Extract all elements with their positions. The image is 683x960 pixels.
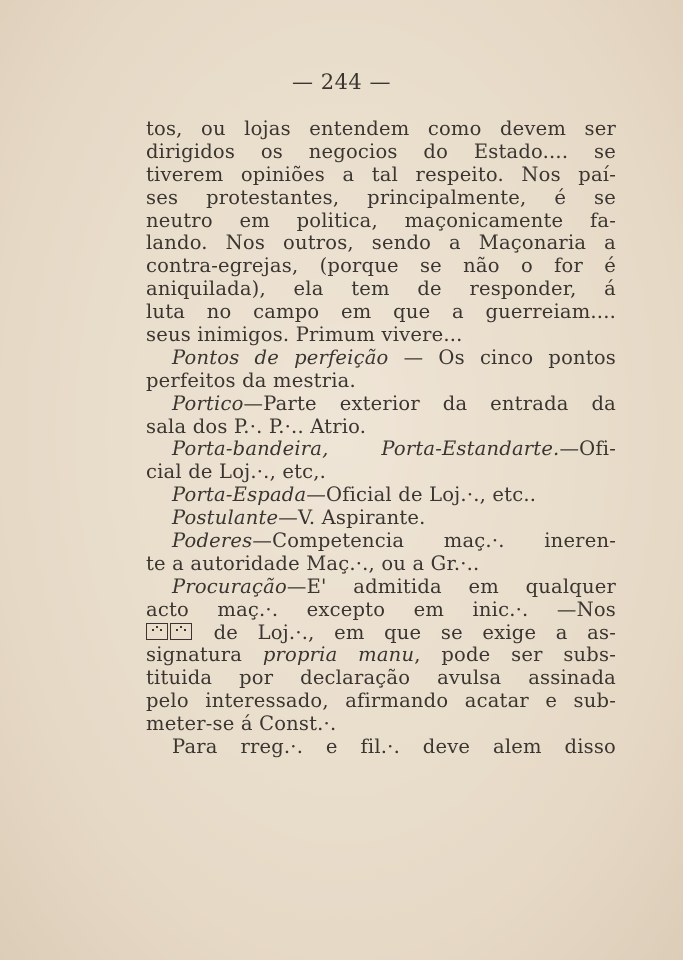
text-line: te a autoridade Maç.·., ou a Gr.·.. — [146, 551, 480, 575]
text-line: tiverem opiniões a tal respeito. Nos paí- — [146, 162, 616, 186]
text-line: perfeitos da mestria. — [146, 368, 356, 392]
text-line: aniquilada), ela tem de responder, á — [146, 277, 616, 301]
entry-line: Porta-bandeira, Porta-Estandarte.—Ofi- — [172, 437, 616, 461]
entry-term: Procuração — [172, 574, 287, 598]
text-line: lando. Nos outros, sendo a Maçonaria a — [146, 231, 616, 255]
text-line: signatura propria manu, pode ser subs- — [146, 643, 616, 667]
text-line: pelo interessado, afirmando acatar e sub- — [146, 689, 616, 713]
text-line: contra-egrejas, (porque se não o for é — [146, 254, 616, 278]
lodge-symbol-icon — [146, 623, 168, 640]
entry-term: Pontos de perfeição — [172, 345, 389, 369]
entry-term: Porta-bandeira, Porta-Estandarte. — [172, 437, 560, 461]
text-line: luta no campo em que a guerreiam.... — [146, 300, 616, 324]
entry-line: Pontos de perfeição — Os cinco pontos — [172, 345, 616, 369]
entry-term: Portico — [172, 391, 244, 415]
lodge-symbol-icon — [170, 623, 192, 640]
text-line: de Loj.·., em que se exige a as- — [146, 622, 616, 645]
entry-line: Procuração—E' admitida em qualquer — [172, 574, 616, 598]
text-line: tos, ou lojas entendem como devem ser — [146, 117, 616, 140]
text-line: acto maç.·. excepto em inic.·. —Nos — [146, 597, 616, 621]
entry-term: Porta-Espada — [172, 483, 307, 507]
text-line: ses protestantes, principalmente, é se — [146, 185, 616, 209]
entry-line: Portico—Parte exterior da entrada da — [172, 391, 616, 415]
entry-line: Postulante—V. Aspirante. — [172, 506, 426, 530]
text-line: seus inimigos. Primum vivere... — [146, 323, 463, 347]
latin-phrase: propria manu — [262, 643, 415, 667]
entry-line: Poderes—Competencia maç.·. ineren- — [172, 529, 616, 553]
text-line: tituida por declaração avulsa assinada — [146, 666, 616, 690]
entry-term: Poderes — [172, 529, 253, 553]
text-line: meter-se á Const.·. — [146, 712, 337, 736]
text-line: sala dos P.·. P.·.. Atrio. — [146, 414, 367, 438]
text-line: Para rreg.·. e fil.·. deve alem disso — [172, 735, 616, 759]
text-line: dirigidos os negocios do Estado.... se — [146, 139, 616, 163]
page-text — [146, 118, 616, 759]
entry-term: Postulante — [172, 506, 279, 530]
text-line: neutro em politica, maçonicamente fa- — [146, 208, 616, 232]
entry-line: Porta-Espada—Oficial de Loj.·., etc.. — [172, 483, 537, 507]
page-number: — 244 — — [292, 70, 391, 94]
text-line: cial de Loj.·., etc,. — [146, 460, 327, 484]
